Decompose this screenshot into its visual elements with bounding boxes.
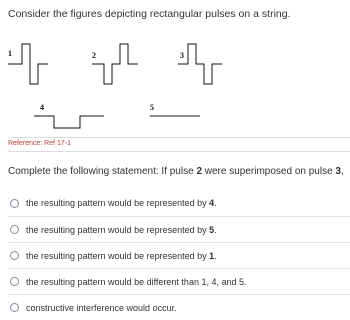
answer-text-bold: 1 [209,250,215,261]
radio-button[interactable] [10,251,19,260]
answer-text-end: . [214,224,217,235]
answer-option-1[interactable] [8,190,350,216]
radio-button[interactable] [10,303,19,312]
answer-option-5[interactable] [8,294,350,320]
pulse-label-3: 3 [180,51,184,60]
answer-text-main: the resulting pattern would be different than 1, 4, and 5. [26,276,247,287]
pulse-2 [92,44,138,84]
pulse-figure [0,28,350,136]
pulse-label-2: 2 [92,51,96,60]
pulse-label-4: 4 [40,103,44,112]
answer-text-bold: 4 [209,198,215,208]
radio-button[interactable] [10,225,19,234]
question-prefix: Complete the following statement: If pulse [8,166,197,177]
answer-text [26,303,177,313]
pulse-3 [178,44,222,84]
answer-option-3[interactable] [8,242,350,268]
answer-text [26,225,217,235]
answer-text-main: the resulting pattern would be represented by [26,224,210,235]
pulse-4 [34,116,104,128]
intro-text: Consider the figures depicting rectangular pulses on a string. [8,8,291,20]
answer-text-main: constructive interference would occur. [26,302,177,313]
answer-option-2[interactable] [8,216,350,242]
question-middle: were superimposed on pulse [202,166,336,177]
answer-text [26,198,217,208]
answer-text-main: the resulting pattern would be represented by [26,250,210,261]
answer-text-end: . [214,250,217,261]
divider-bottom [8,151,350,152]
pulse-1 [8,44,48,84]
radio-button[interactable] [10,277,19,286]
answer-text-bold: 5 [209,224,215,235]
question-text [8,166,344,177]
answer-text [26,251,217,261]
question-suffix: , [340,166,344,177]
divider-top [8,137,350,138]
question-pulse-a: 2 [196,166,202,177]
answer-option-4[interactable] [8,268,350,294]
question-pulse-b: 3 [335,166,341,177]
pulse-label-5: 5 [150,103,154,112]
pulse-label-1: 1 [8,49,12,58]
radio-button[interactable] [10,199,19,208]
answer-text [26,277,247,287]
answer-text-end: . [214,198,217,208]
answer-options [8,190,350,320]
answer-text-main: the resulting pattern would be represented by [26,198,210,208]
reference-link[interactable]: Reference: Ref 17-1 [8,140,72,147]
